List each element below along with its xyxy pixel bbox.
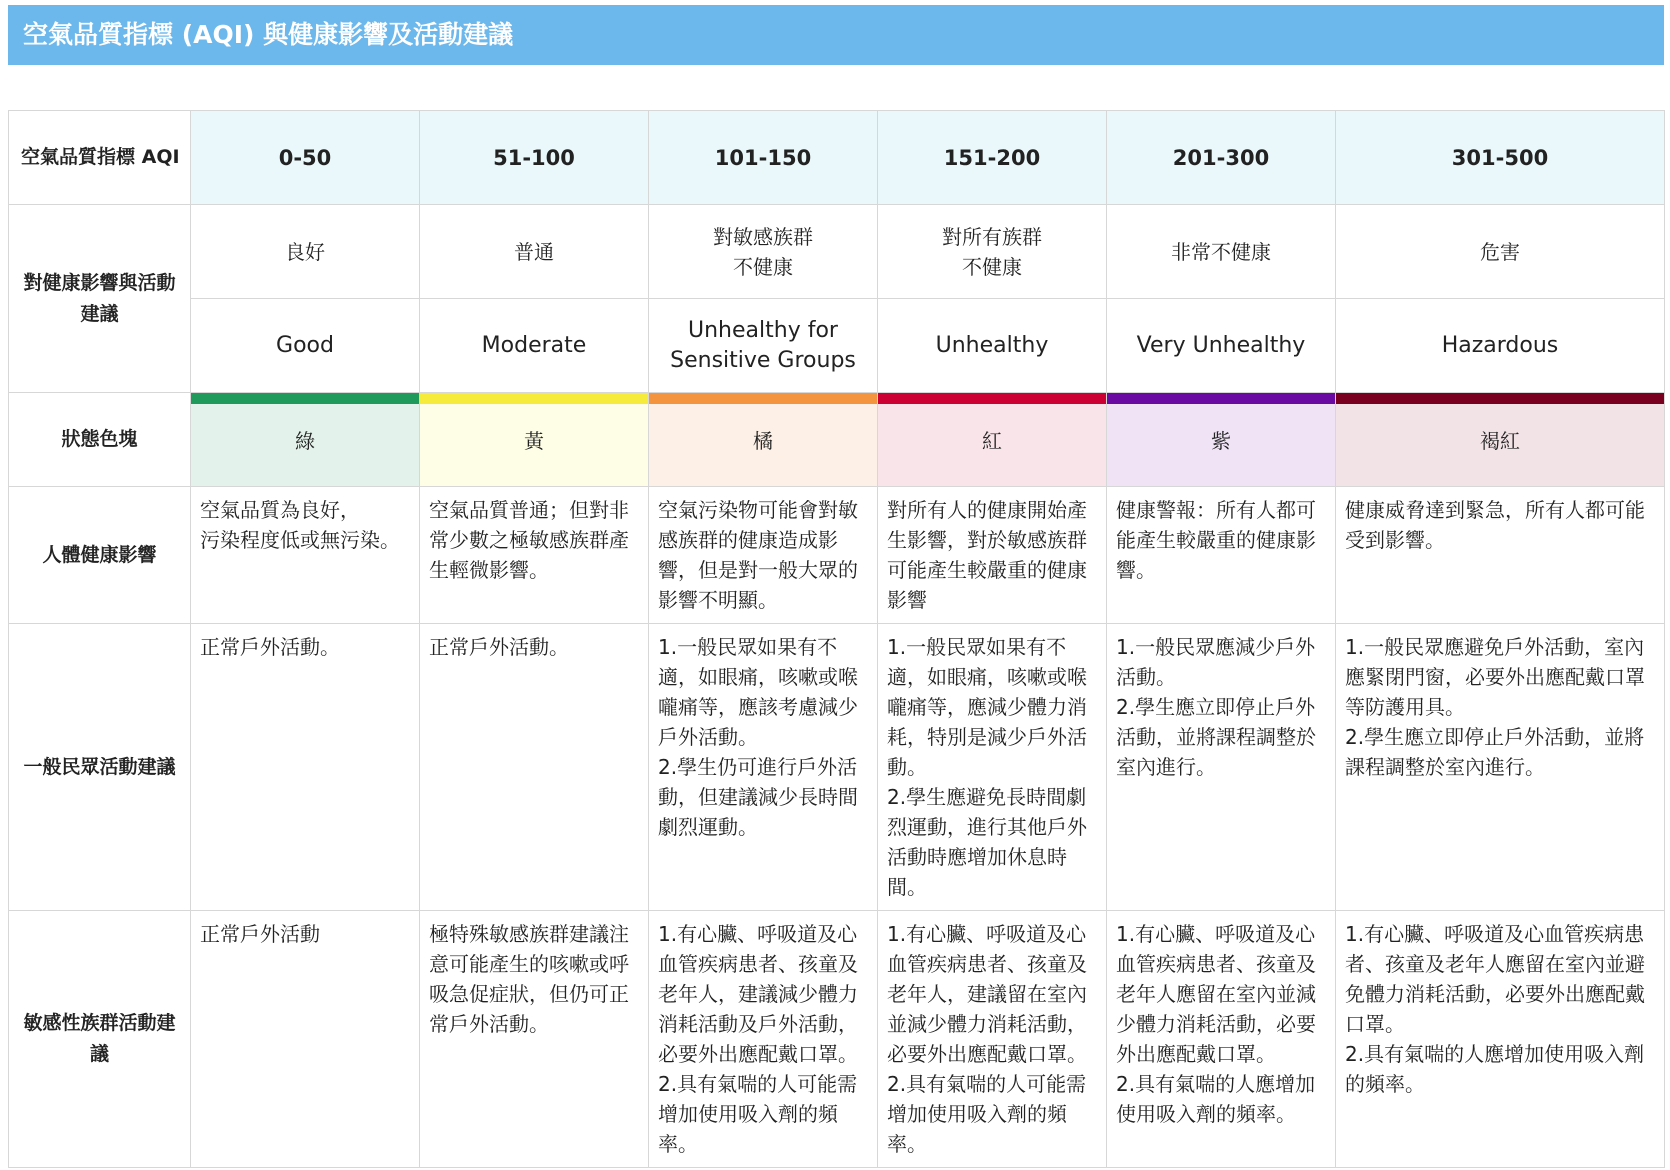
impact-hazardous: 健康威脅達到緊急，所有人都可能受到影響。 (1336, 487, 1665, 624)
status-color-bar (1107, 393, 1335, 404)
level-en-unhealthy: Unhealthy (878, 299, 1107, 393)
status-color-name: 黃 (524, 429, 544, 453)
status-color-name: 橘 (753, 429, 773, 453)
aqi-table (8, 110, 1665, 1168)
status-swatch-very-unhealthy (1107, 393, 1336, 487)
body-impact-row-label: 人體健康影響 (9, 487, 191, 624)
general-advice-row-label: 一般民眾活動建議 (9, 624, 191, 911)
general-advice-hazardous: 1.一般民眾應避免戶外活動，室內應緊閉門窗，必要外出應配戴口罩等防護用具。 2.學生應立即停止戶外活動，並將課程調整於室內進行。 (1336, 624, 1665, 911)
status-color-bar (649, 393, 877, 404)
level-en-very-unhealthy: Very Unhealthy (1107, 299, 1336, 393)
aqi-range-very-unhealthy: 201-300 (1107, 111, 1336, 205)
impact-very-unhealthy: 健康警報：所有人都可能產生較嚴重的健康影響。 (1107, 487, 1336, 624)
body-impact-row (9, 487, 1665, 624)
level-zh-unhealthy: 對所有族群 不健康 (878, 205, 1107, 299)
general-advice-unhealthy: 1.一般民眾如果有不適，如眼痛，咳嗽或喉嚨痛等，應減少體力消耗，特別是減少戶外活動。 2.學生應避免長時間劇烈運動，進行其他戶外活動時應增加休息時間。 (878, 624, 1107, 911)
status-color-row-label: 狀態色塊 (9, 393, 191, 487)
sensitive-advice-hazardous: 1.有心臟、呼吸道及心血管疾病患者、孩童及老年人應留在室內並避免體力消耗活動，必要外出應配戴口罩。 2.具有氣喘的人應增加使用吸入劑的頻率。 (1336, 911, 1665, 1168)
page-title: 空氣品質指標 (AQI) 與健康影響及活動建議 (8, 5, 1664, 65)
aqi-row-label: 空氣品質指標 AQI (9, 111, 191, 205)
status-swatch-usg (649, 393, 878, 487)
level-zh-good: 良好 (191, 205, 420, 299)
impact-good: 空氣品質為良好， 污染程度低或無污染。 (191, 487, 420, 624)
sensitive-advice-very-unhealthy: 1.有心臟、呼吸道及心血管疾病患者、孩童及老年人應留在室內並減少體力消耗活動，必要外出應配戴口罩。 2.具有氣喘的人應增加使用吸入劑的頻率。 (1107, 911, 1336, 1168)
general-advice-row (9, 624, 1665, 911)
level-en-usg: Unhealthy for Sensitive Groups (649, 299, 878, 393)
aqi-range-unhealthy: 151-200 (878, 111, 1107, 205)
aqi-range-usg: 101-150 (649, 111, 878, 205)
status-color-bar (191, 393, 419, 404)
health-effect-row-label: 對健康影響與活動建議 (9, 205, 191, 393)
status-color-bar (878, 393, 1106, 404)
status-swatch-good (191, 393, 420, 487)
status-color-row (9, 393, 1665, 487)
status-color-name: 褐紅 (1480, 429, 1520, 453)
sensitive-advice-good: 正常戶外活動 (191, 911, 420, 1168)
impact-usg: 空氣污染物可能會對敏感族群的健康造成影響，但是對一般大眾的影響不明顯。 (649, 487, 878, 624)
general-advice-good: 正常戶外活動。 (191, 624, 420, 911)
health-level-en-row (9, 299, 1665, 393)
impact-moderate: 空氣品質普通；但對非常少數之極敏感族群產生輕微影響。 (420, 487, 649, 624)
level-en-moderate: Moderate (420, 299, 649, 393)
status-swatch-hazardous (1336, 393, 1665, 487)
general-advice-moderate: 正常戶外活動。 (420, 624, 649, 911)
level-zh-moderate: 普通 (420, 205, 649, 299)
aqi-range-hazardous: 301-500 (1336, 111, 1665, 205)
sensitive-advice-unhealthy: 1.有心臟、呼吸道及心血管疾病患者、孩童及老年人，建議留在室內並減少體力消耗活動，必要外出應配戴口罩。 2.具有氣喘的人可能需增加使用吸入劑的頻率。 (878, 911, 1107, 1168)
status-color-name: 紫 (1211, 429, 1231, 453)
impact-unhealthy: 對所有人的健康開始產生影響，對於敏感族群可能產生較嚴重的健康影響 (878, 487, 1107, 624)
level-en-hazardous: Hazardous (1336, 299, 1665, 393)
status-color-bar (1336, 393, 1664, 404)
aqi-range-moderate: 51-100 (420, 111, 649, 205)
status-color-bar (420, 393, 648, 404)
level-zh-hazardous: 危害 (1336, 205, 1665, 299)
health-level-zh-row (9, 205, 1665, 299)
status-color-name: 綠 (295, 429, 315, 453)
status-swatch-moderate (420, 393, 649, 487)
general-advice-usg: 1.一般民眾如果有不適，如眼痛，咳嗽或喉嚨痛等，應該考慮減少戶外活動。 2.學生仍可進行戶外活動，但建議減少長時間劇烈運動。 (649, 624, 878, 911)
status-color-name: 紅 (982, 429, 1002, 453)
level-zh-very-unhealthy: 非常不健康 (1107, 205, 1336, 299)
level-zh-usg: 對敏感族群 不健康 (649, 205, 878, 299)
level-en-good: Good (191, 299, 420, 393)
aqi-range-row (9, 111, 1665, 205)
status-swatch-unhealthy (878, 393, 1107, 487)
aqi-range-good: 0-50 (191, 111, 420, 205)
sensitive-advice-row (9, 911, 1665, 1168)
general-advice-very-unhealthy: 1.一般民眾應減少戶外活動。 2.學生應立即停止戶外活動，並將課程調整於室內進行。 (1107, 624, 1336, 911)
sensitive-advice-moderate: 極特殊敏感族群建議注意可能產生的咳嗽或呼吸急促症狀，但仍可正常戶外活動。 (420, 911, 649, 1168)
sensitive-advice-usg: 1.有心臟、呼吸道及心血管疾病患者、孩童及老年人，建議減少體力消耗活動及戶外活動，必要外出應配戴口罩。 2.具有氣喘的人可能需增加使用吸入劑的頻率。 (649, 911, 878, 1168)
sensitive-advice-row-label: 敏感性族群活動建議 (9, 911, 191, 1168)
